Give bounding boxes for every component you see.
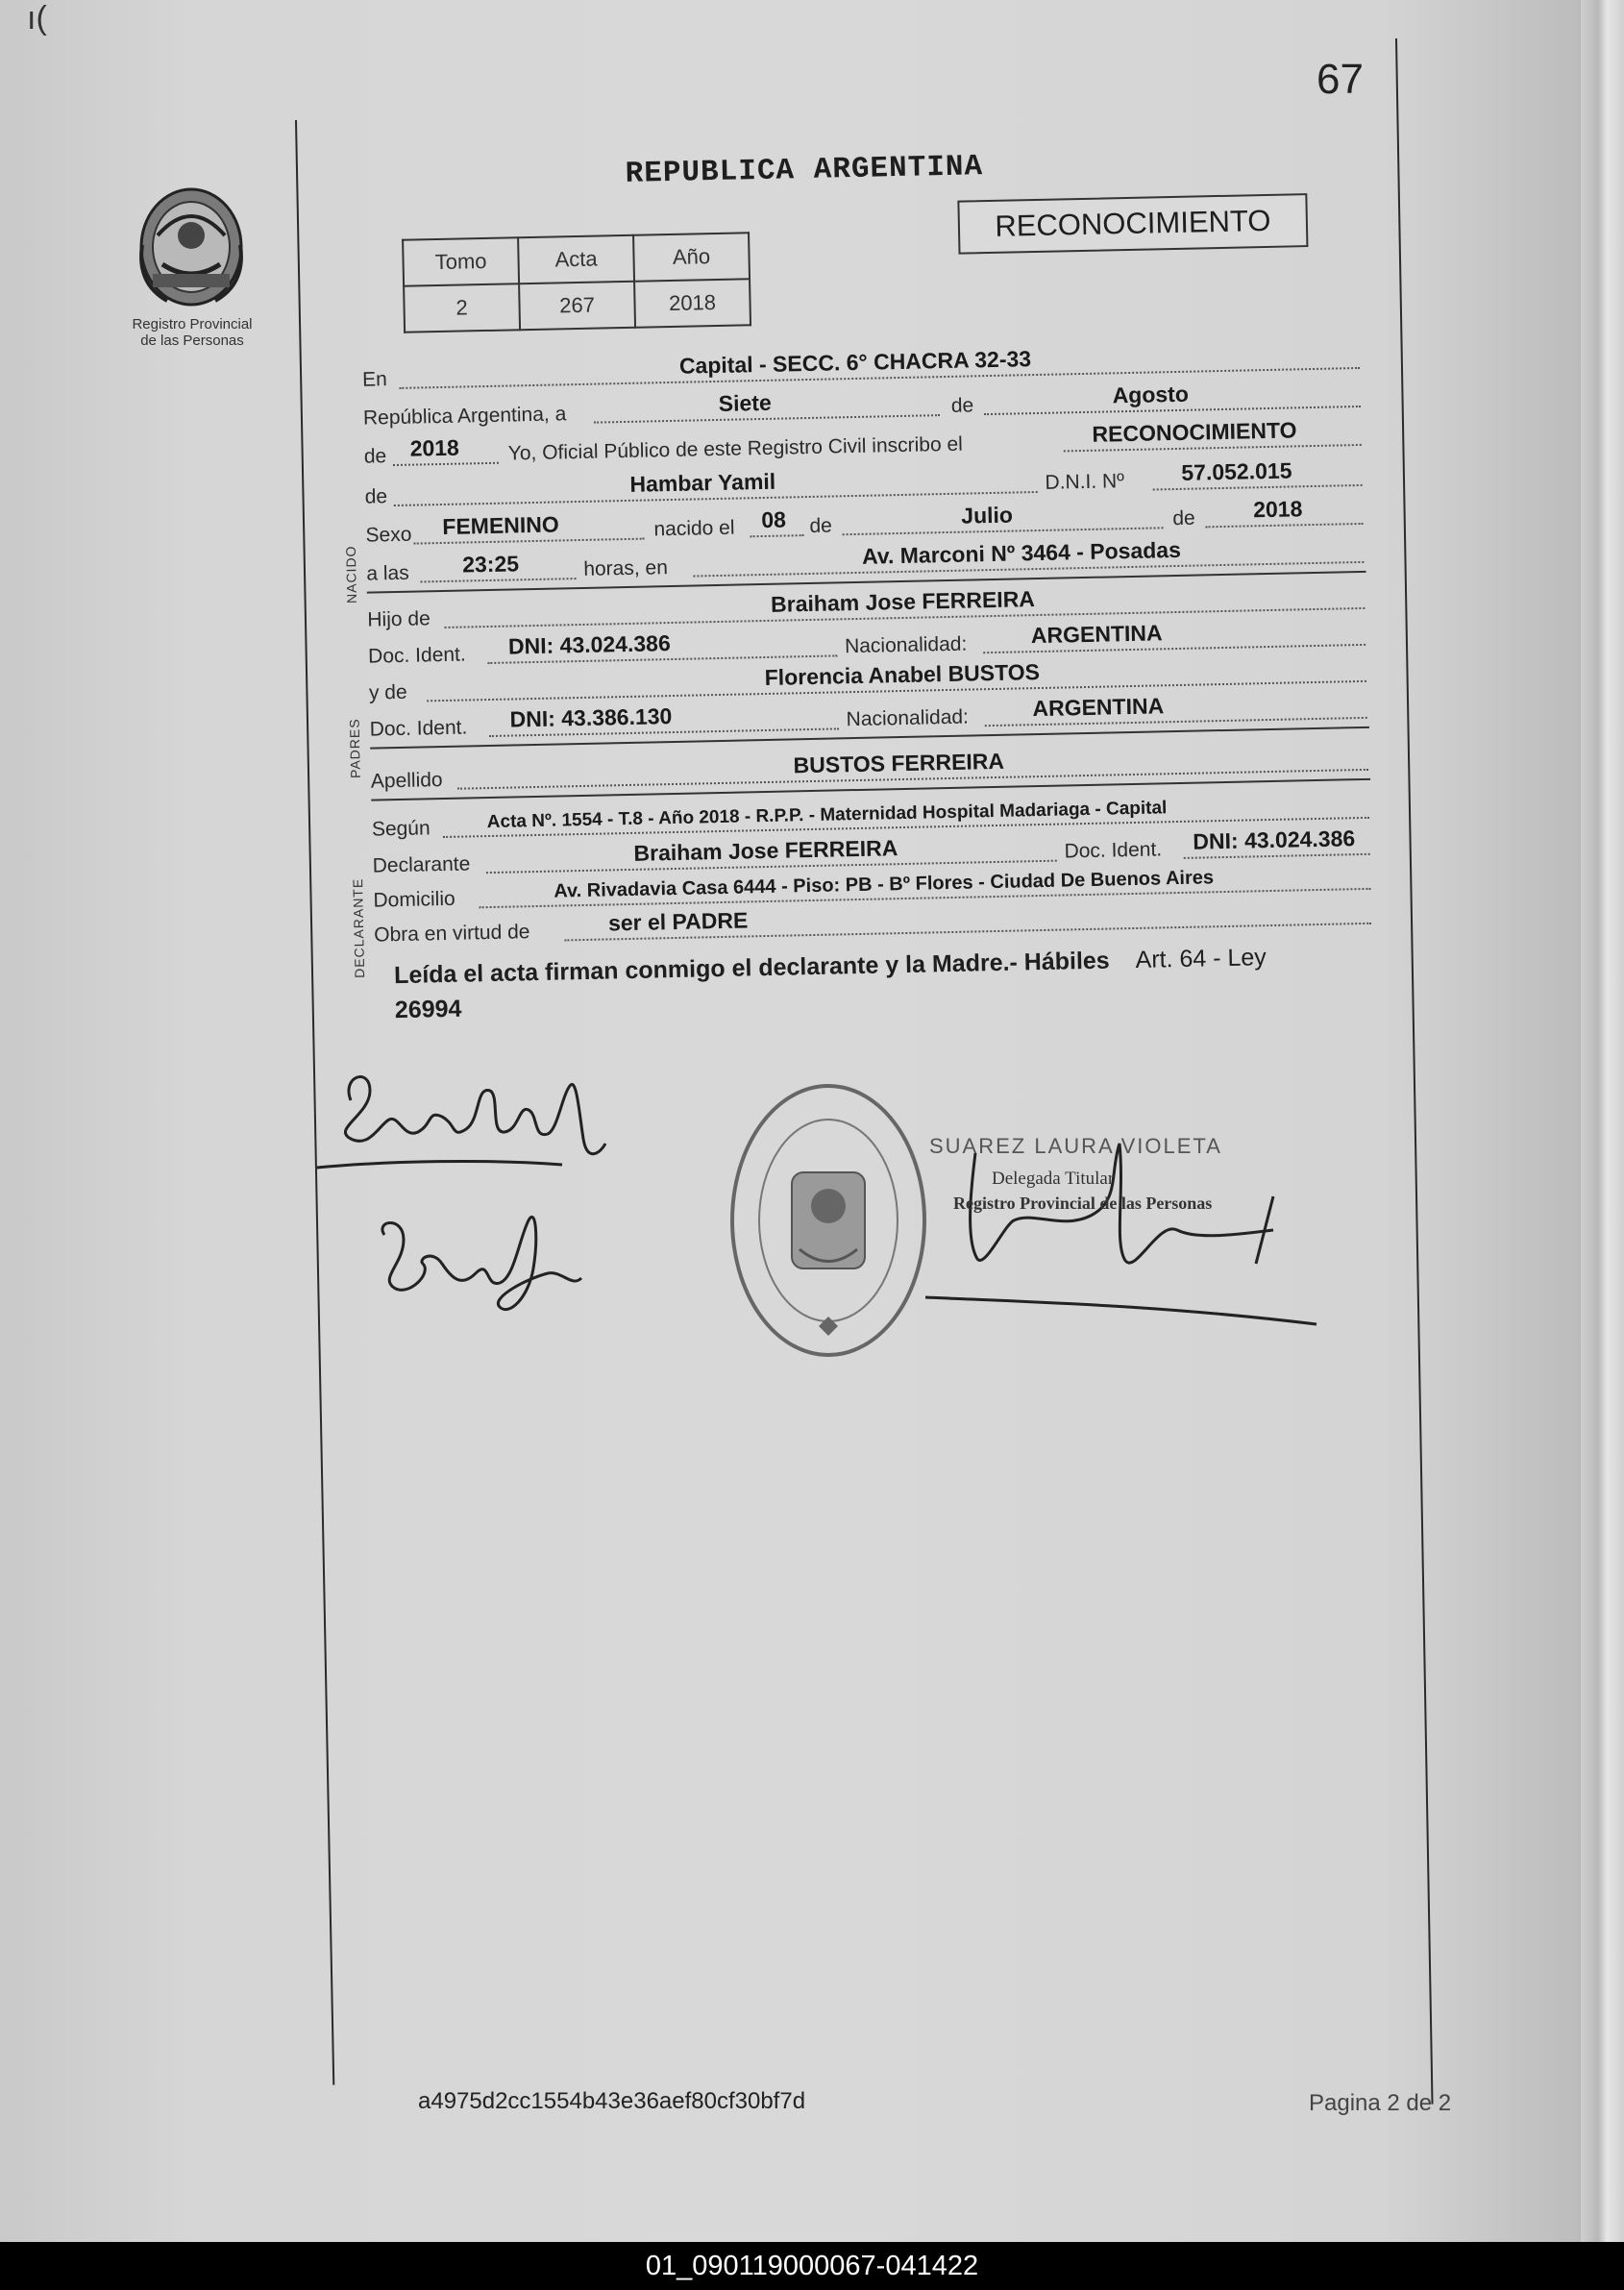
de-label: de (363, 445, 387, 468)
day-value: Siete (718, 389, 772, 416)
officer-stamp-text (924, 1134, 1338, 1214)
oficial-text: Yo, Oficial Público de este Registro Civil inscribo el (507, 432, 964, 465)
mother-name-value: Florencia Anabel BUSTOS (764, 659, 1041, 690)
dni-label: D.N.I. Nº (1045, 470, 1125, 494)
reference-header-row (403, 233, 750, 286)
side-label-padres: PADRES (346, 718, 363, 779)
officer-office: Registro Provincial de las Personas (953, 1194, 1213, 1213)
logo-caption-line-1: Registro Provincial (132, 316, 253, 332)
reference-value-row (404, 279, 750, 332)
record-type-box: RECONOCIMIENTO (957, 193, 1308, 255)
dotted-line (393, 462, 499, 466)
domicilio-label: Domicilio (373, 887, 455, 912)
nacido-label: nacido el (653, 516, 735, 541)
en-label: En (361, 368, 388, 391)
closing-statement (394, 938, 1375, 1027)
file-id-bar: 01_090119000067-041422 (0, 2242, 1624, 2290)
doc-ident-label: Doc. Ident. (369, 716, 468, 741)
tomo-header: Tomo (403, 237, 519, 286)
father-nationality-value: ARGENTINA (1030, 620, 1163, 649)
doc-ident-label: Doc. Ident. (1064, 838, 1163, 863)
logo-caption-line-2: de las Personas (140, 332, 244, 349)
domicilio-value: Av. Rivadavia Casa 6444 - Piso: PB - Bº Flores - Ciudad De Buenos Aires (554, 867, 1215, 902)
dni-value: 57.052.015 (1181, 457, 1292, 485)
birth-month-value: Julio (960, 502, 1014, 529)
father-dni-value: DNI: 43.024.386 (507, 630, 671, 659)
birth-year-value: 2018 (1252, 496, 1303, 523)
mother-nationality-value: ARGENTINA (1032, 693, 1165, 722)
birth-time-value: 23:25 (461, 551, 520, 578)
side-label-nacido: NACIDO (342, 545, 360, 604)
mother-signature (365, 1182, 615, 1336)
page-number: 67 (1316, 56, 1364, 103)
de-label: de (950, 394, 974, 417)
declarante-value: Braiham Jose FERREIRA (633, 835, 898, 866)
segun-value: Acta Nº. 1554 - T.8 - Año 2018 - R.P.P. - Maternidad Hospital Madariaga - Capital (486, 798, 1168, 833)
obra-value: ser el PADRE (607, 907, 749, 936)
dotted-line (421, 578, 577, 582)
nacionalidad-label: Nacionalidad: (846, 705, 970, 731)
month-value: Agosto (1112, 381, 1190, 408)
de-label: de (364, 485, 388, 508)
declarant-signature (312, 1047, 620, 1201)
acta-header: Acta (518, 235, 634, 284)
sexo-label: Sexo (365, 523, 412, 547)
year-value: 2018 (409, 434, 460, 461)
row-surname (370, 738, 1370, 794)
provincial-seal-icon (129, 178, 254, 312)
de-label: de (809, 514, 833, 537)
de-label: de (1172, 506, 1195, 530)
anio-header: Año (633, 233, 750, 282)
mother-dni-value: DNI: 43.386.130 (509, 703, 673, 732)
acta-value: 267 (519, 282, 635, 331)
republica-label: República Argentina, a (362, 403, 567, 430)
sex-value: FEMENINO (442, 511, 559, 539)
declarante-dni-value: DNI: 43.024.386 (1193, 825, 1356, 854)
officer-name: SUAREZ LAURA VIOLETA (929, 1134, 1222, 1158)
legal-reference-2: 26994 (394, 995, 462, 1024)
segun-label: Según (371, 817, 431, 841)
apellido-label: Apellido (370, 769, 443, 793)
dotted-line (750, 534, 804, 537)
doc-ident-label: Doc. Ident. (367, 643, 466, 668)
place-value: Capital - SECC. 6° CHACRA 32-33 (678, 346, 1032, 379)
logo-caption (115, 316, 269, 349)
document-hash: a4975d2cc1554b43e36aef80cf30bf7d (418, 2088, 806, 2114)
officer-role: Delegada Titular (992, 1169, 1115, 1189)
inscription-value: RECONOCIMIENTO (1092, 417, 1297, 447)
closing-text: Leída el acta firman conmigo el declarante y la Madre.- Hábiles (393, 947, 1110, 990)
top-mark: ı( (27, 0, 47, 37)
child-name-value: Hambar Yamil (629, 468, 776, 497)
page-indicator: Pagina 2 de 2 (1309, 2090, 1452, 2116)
father-name-value: Braiham Jose FERREIRA (770, 586, 1036, 617)
horas-label: horas, en (583, 556, 669, 580)
hijo-label: Hijo de (367, 607, 431, 631)
tomo-value: 2 (404, 283, 520, 332)
registry-logo (115, 178, 269, 349)
alas-label: a las (366, 561, 409, 585)
declarante-label: Declarante (372, 852, 471, 877)
obra-label: Obra en virtud de (374, 921, 530, 947)
birth-place-value: Av. Marconi Nº 3464 - Posadas (861, 536, 1182, 569)
birth-day-value: 08 (761, 506, 787, 533)
surname-value: BUSTOS FERREIRA (793, 748, 1005, 778)
reference-table (402, 232, 751, 333)
nacionalidad-label: Nacionalidad: (844, 632, 968, 658)
side-label-declarante: DECLARANTE (349, 877, 368, 979)
legal-reference: Art. 64 - Ley (1135, 944, 1267, 973)
official-stamp (723, 1067, 934, 1374)
anio-value: 2018 (634, 279, 750, 328)
certificate-body (342, 122, 1422, 1086)
dotted-line (1206, 523, 1364, 528)
yde-label: y de (368, 680, 407, 704)
country-title: REPUBLICA ARGENTINA (625, 150, 984, 191)
page-edge (1581, 0, 1624, 2242)
